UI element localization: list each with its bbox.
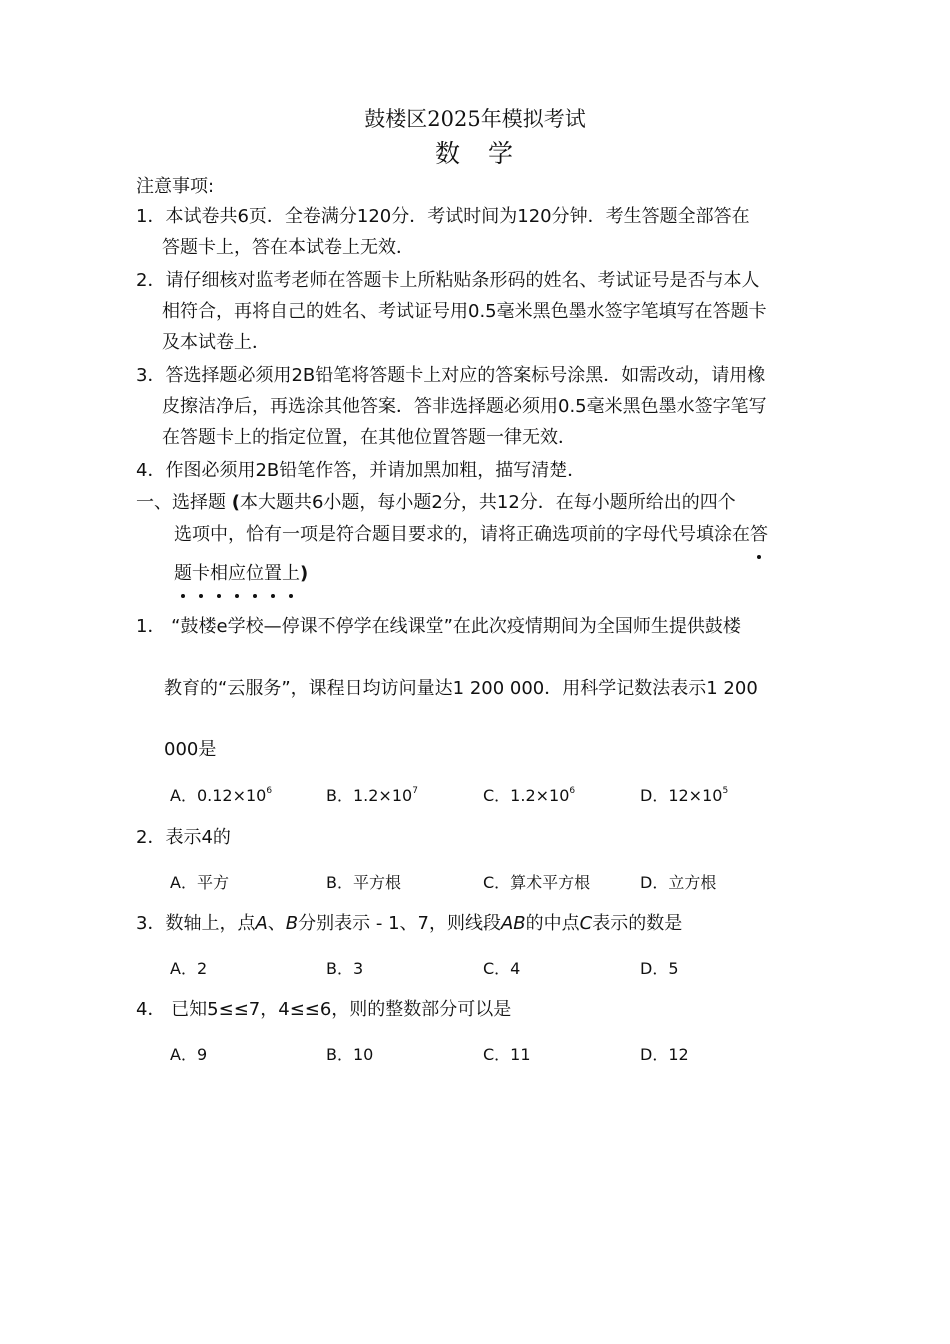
q3-option-a: A．2 [170, 959, 208, 978]
q1-option-a: A．$0.12\times 10^6$ [170, 786, 273, 805]
dotted-char: 题 [174, 563, 192, 584]
q4-option-b: B．10 [326, 1045, 374, 1064]
q2-option-d: D．立方根 [640, 873, 717, 892]
dotted-char: 位 [246, 563, 264, 584]
dotted-char: 置 [264, 563, 282, 584]
section-heading-line-1: 一、选择题 (本大题共6小题，每小题2分，共12分．在每小题所给出的四个 [136, 492, 736, 513]
q2-stem: 2．表示4的 [136, 827, 231, 848]
q3-option-b: B．3 [326, 959, 364, 978]
q1-line-1: 1． “鼓楼e学校—停课不停学在线课堂”在此次疫情期间为全国师生提供鼓楼 [136, 616, 741, 637]
dotted-char: 卡 [192, 563, 210, 584]
q4-option-c: C．11 [483, 1045, 531, 1064]
q4-option-d: D．12 [640, 1045, 689, 1064]
notice-3-line-2: 皮擦洁净后，再选涂其他答案．答非选择题必须用0.5毫米黑色墨水签字笔写 [162, 396, 767, 417]
dotted-char: 应 [228, 563, 246, 584]
q1-option-c: C．$1.2\times 10^6$ [483, 786, 576, 805]
notice-2-line-2: 相符合，再将自己的姓名、考试证号用0.5毫米黑色墨水签字笔填写在答题卡 [162, 301, 767, 322]
q2-option-a: A．平方 [170, 873, 229, 892]
q4-option-a: A．9 [170, 1045, 208, 1064]
dotted-char: 上 [282, 563, 300, 584]
section-heading-line-3: 题卡相应位置上) [174, 563, 309, 584]
dotted-char: 相 [210, 563, 228, 584]
notice-heading: 注意事项: [136, 176, 215, 197]
q1-line-2: 教育的“云服务”，课程日均访问量达1 200 000．用科学记数法表示1 200 [164, 678, 758, 699]
q1-option-b: B．$1.2\times 10^7$ [326, 786, 418, 805]
q1-option-d: D．$12\times 10^5$ [640, 786, 729, 805]
notice-1-line-1: 1．本试卷共6页．全卷满分120分．考试时间为120分钟．考生答题全部答在 [136, 206, 750, 227]
notice-4-line-1: 4．作图必须用2B铅笔作答，并请加黑加粗，描写清楚． [136, 460, 586, 481]
q3-stem: 3．数轴上，点A、B分别表示 - 1、7，则线段AB的中点C表示的数是 [136, 913, 683, 934]
subject-title: 数 学 [434, 139, 516, 168]
q1-line-3: 000是 [164, 739, 217, 760]
section-heading-line-2: 选项中，恰有一项是符合题目要求的，请将正确选项前的字母代号填涂在答 [174, 524, 768, 545]
q4-stem: 4． 已知5≤≤7，4≤≤6，则的整数部分可以是 [136, 999, 512, 1020]
q2-option-b: B．平方根 [326, 873, 401, 892]
notice-2-line-1: 2．请仔细核对监考老师在答题卡上所粘贴条形码的姓名、考试证号是否与本人 [136, 270, 760, 291]
q2-option-c: C．算术平方根 [483, 873, 591, 892]
q3-option-d: D．5 [640, 959, 679, 978]
q3-option-c: C．4 [483, 959, 521, 978]
notice-3-line-1: 3．答选择题必须用2B铅笔将答题卡上对应的答案标号涂黑．如需改动，请用橡 [136, 365, 766, 386]
notice-3-line-3: 在答题卡上的指定位置，在其他位置答题一律无效． [162, 427, 576, 448]
notice-2-line-3: 及本试卷上． [162, 332, 270, 353]
notice-1-line-2: 答题卡上，答在本试卷上无效． [162, 237, 414, 258]
exam-title: 鼓楼区2025年模拟考试 [364, 107, 586, 131]
dotted-emphasis-text [174, 563, 300, 584]
